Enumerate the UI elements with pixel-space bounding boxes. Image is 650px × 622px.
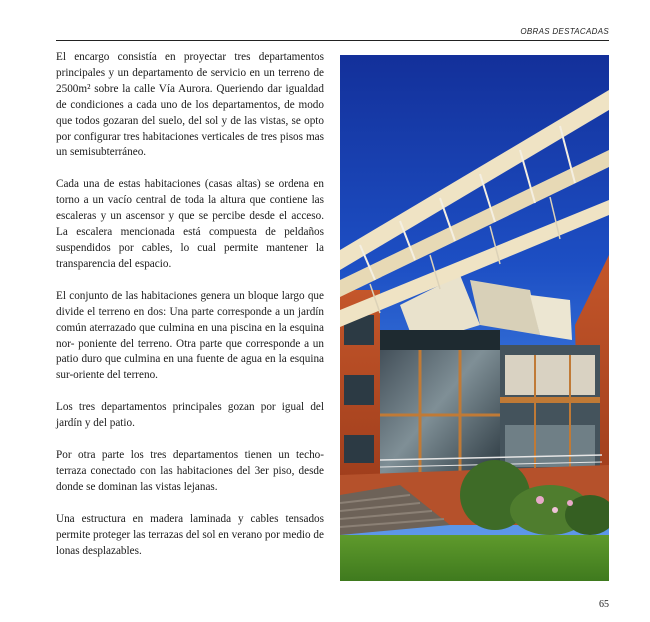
- building-photo: [340, 55, 609, 581]
- article-body: [56, 50, 324, 575]
- paragraph-6: Una estructura en madera laminada y cables tensados permite proteger las terrazas del sol en verano por medio de lonas desplazables.: [56, 512, 324, 557]
- header-rule: [56, 40, 609, 41]
- page-number: 65: [599, 599, 609, 610]
- paragraph-3: El conjunto de las habitaciones genera un bloque largo que divide el terreno en dos: Una parte corresponde a un jardín común aterrazado que culmina en una piscina en la esquina nor- poniente del terreno. Otra parte que corresponde a un patio duro que culmina en una fuente de agua en la esquina sur-oriente del terreno.: [56, 289, 324, 382]
- paragraph-4: Los tres departamentos principales gozan por igual del jardín y del patio.: [56, 401, 324, 430]
- paragraph-5: Por otra parte los tres departamentos tienen un techo-terraza conectado con las habitaciones del 3er piso, desde donde se dominan las vistas lejanas.: [56, 449, 324, 493]
- building-illustration: [340, 55, 609, 581]
- paragraph-1: El encargo consistía en proyectar tres departamentos principales y un departamento de servicio en un terreno de 2500m² sobre la calle Vía Aurora. Queriendo dar igualdad de condiciones a cada uno de los departamentos, de modo que todos gozaran del suelo, del sol y de las vistas, se opto por configurar tres habitaciones verticales de tres pisos mas un semisubterráneo.: [56, 51, 324, 159]
- paragraph-2: Cada una de estas habitaciones (casas altas) se ordena en torno a un vacío central de toda la altura que contiene las escaleras y un ascensor y que se percibe desde el acceso. La escalera mencionada está compuesta de peldaños suspendidos por cables, lo cual permite mantener la transparencia del espacio.: [56, 178, 324, 270]
- section-label: OBRAS DESTACADAS: [520, 27, 609, 36]
